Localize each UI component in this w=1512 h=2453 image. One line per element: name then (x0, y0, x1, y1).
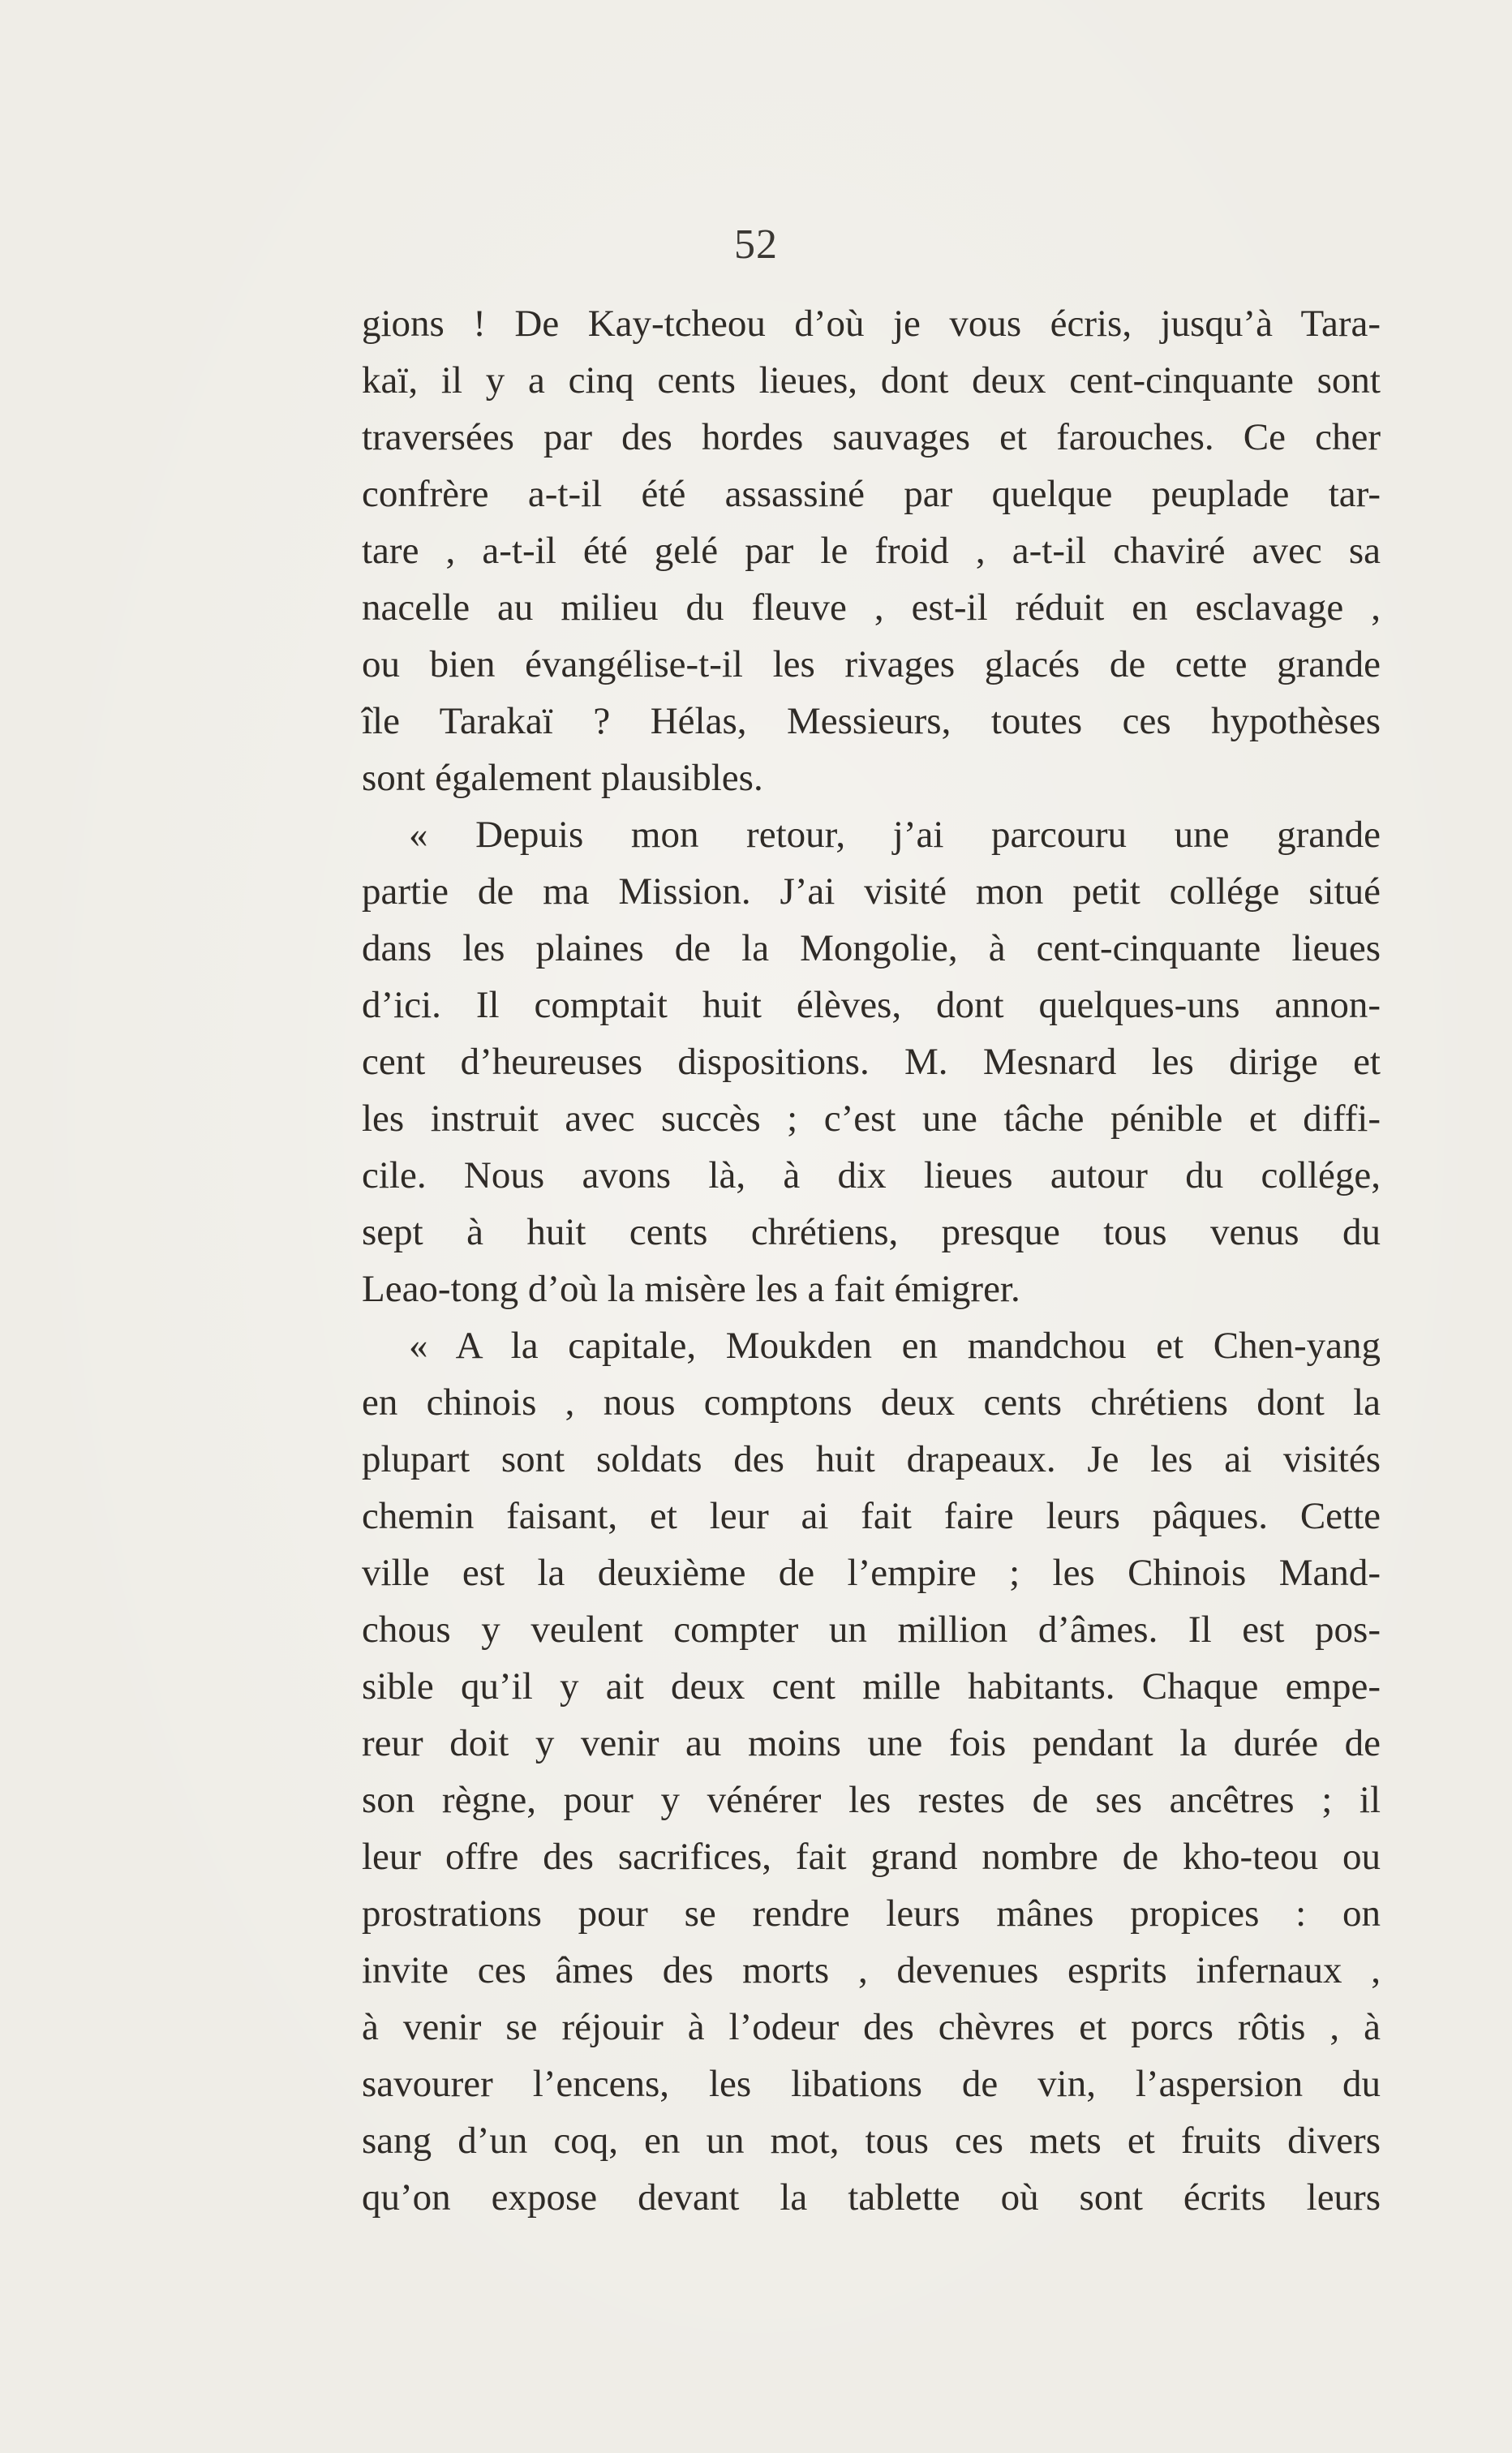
page-number: 52 (734, 221, 778, 268)
text-line: « Depuis mon retour, j’ai parcouru une grande (409, 814, 1381, 856)
text-line: leur offre des sacrifices, fait grand nombre de kho-teou ou (362, 1836, 1381, 1878)
text-line: partie de ma Mission. J’ai visité mon petit collége situé (362, 870, 1381, 913)
text-line: ou bien évangélise-t-il les rivages glacés de cette grande (362, 643, 1381, 685)
text-line: « A la capitale, Moukden en mandchou et Chen-yang (409, 1325, 1381, 1367)
text-line: reur doit y venir au moins une fois pendant la durée de (362, 1722, 1381, 1764)
text-line: confrère a-t-il été assassiné par quelque peuplade tar- (362, 473, 1381, 515)
text-line: prostrations pour se rendre leurs mânes propices : on (362, 1892, 1381, 1935)
text-line: sont également plausibles. (362, 757, 763, 799)
body-text (362, 295, 1381, 2226)
text-line: chous y veulent compter un million d’âmes. Il est pos- (362, 1609, 1381, 1651)
text-line: gions ! De Kay-tcheou d’où je vous écris, jusqu’à Tara- (362, 303, 1381, 345)
text-line: en chinois , nous comptons deux cents chrétiens dont la (362, 1381, 1381, 1424)
text-line: son règne, pour y vénérer les restes de ses ancêtres ; il (362, 1779, 1381, 1821)
text-line: plupart sont soldats des huit drapeaux. Je les ai visités (362, 1438, 1381, 1480)
text-line: cile. Nous avons là, à dix lieues autour du collége, (362, 1154, 1381, 1196)
text-line: sible qu’il y ait deux cent mille habitants. Chaque empe- (362, 1665, 1381, 1708)
text-line: cent d’heureuses dispositions. M. Mesnard les dirige et (362, 1041, 1381, 1083)
text-line: traversées par des hordes sauvages et farouches. Ce cher (362, 416, 1381, 458)
text-line: chemin faisant, et leur ai fait faire leurs pâques. Cette (362, 1495, 1381, 1537)
text-line: les instruit avec succès ; c’est une tâche pénible et diffi- (362, 1098, 1381, 1140)
text-line: à venir se réjouir à l’odeur des chèvres et porcs rôtis , à (362, 2006, 1381, 2048)
text-line: qu’on expose devant la tablette où sont écrits leurs (362, 2176, 1381, 2219)
text-line: nacelle au milieu du fleuve , est-il réduit en esclavage , (362, 586, 1381, 629)
text-line: tare , a-t-il été gelé par le froid , a-t-il chaviré avec sa (362, 530, 1381, 572)
text-line: île Tarakaï ? Hélas, Messieurs, toutes ces hypothèses (362, 700, 1381, 742)
text-line: sept à huit cents chrétiens, presque tous venus du (362, 1211, 1381, 1253)
text-line: savourer l’encens, les libations de vin, l’aspersion du (362, 2063, 1381, 2105)
text-line: kaï, il y a cinq cents lieues, dont deux cent-cinquante sont (362, 359, 1381, 402)
text-line: invite ces âmes des morts , devenues esprits infernaux , (362, 1949, 1381, 1991)
text-line: sang d’un coq, en un mot, tous ces mets et fruits divers (362, 2120, 1381, 2162)
text-line: ville est la deuxième de l’empire ; les Chinois Mand- (362, 1552, 1381, 1594)
text-line: dans les plaines de la Mongolie, à cent-cinquante lieues (362, 927, 1381, 969)
text-line: Leao-tong d’où la misère les a fait émigrer. (362, 1268, 1020, 1310)
text-line: d’ici. Il comptait huit élèves, dont quelques-uns annon- (362, 984, 1381, 1026)
